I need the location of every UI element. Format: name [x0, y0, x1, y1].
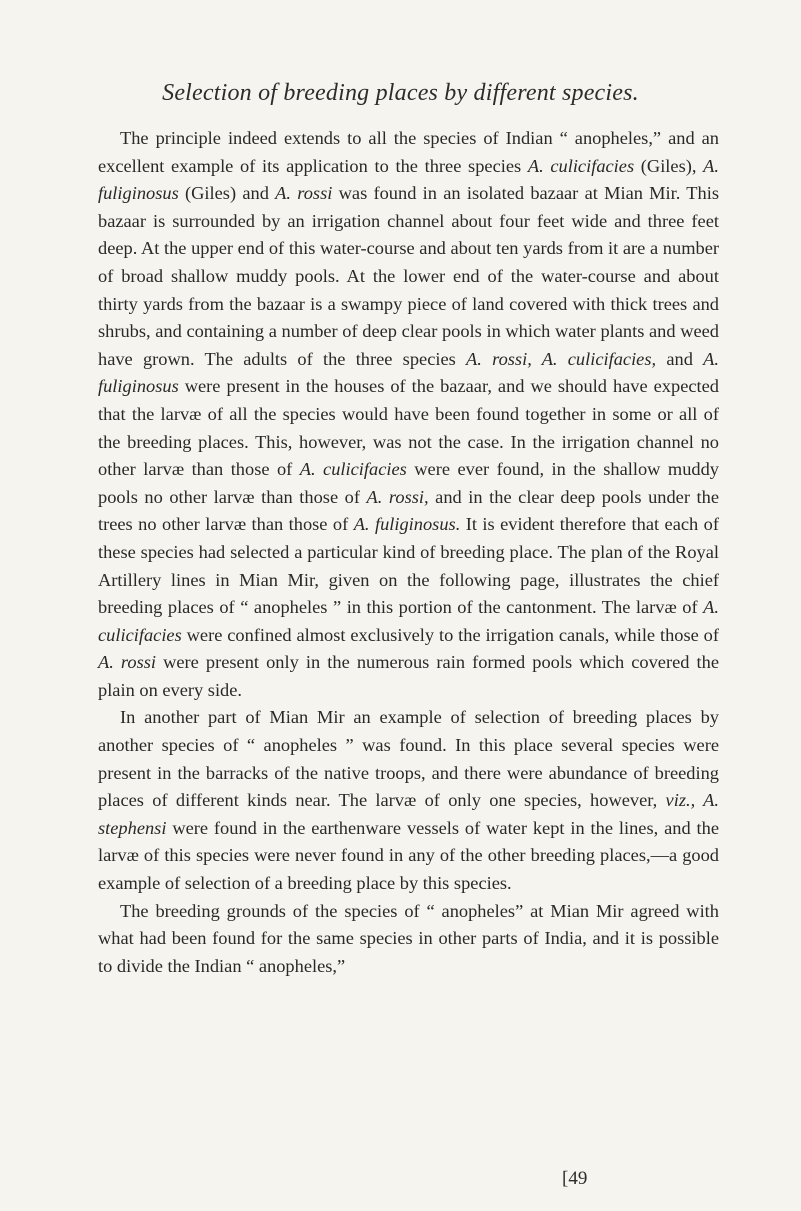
italic-species-name: A. rossi [98, 652, 157, 673]
italic-species-name: A. culicifacies [98, 597, 719, 645]
italic-species-name: A. rossi, [366, 486, 429, 507]
text-run: were ever found, in the shallow muddy pools no other larvæ than those of [98, 459, 719, 507]
text-run: The principle indeed extends to all the species of Indian “ anopheles,” and an excellent example of its application to the three species [98, 128, 719, 176]
paragraph [98, 898, 719, 981]
text-run: were present only in the numerous rain formed pools which covered the plain on every side. [98, 652, 719, 700]
italic-species-name: A. fuliginosus. [353, 514, 461, 535]
italic-species-name: A. rossi, A. culicifacies, [466, 348, 657, 369]
italic-species-name: A. culicifacies [527, 155, 635, 176]
text-run: (Giles), [634, 155, 704, 176]
italic-species-name: A. fuliginosus [98, 348, 719, 397]
text-run: were found in the earthenware vessels of water kept in the lines, and the larvæ of this species were never found in any of the other breeding places,—a good example of selection of a breeding place by this species. [98, 817, 719, 894]
text-run: It is evident therefore that each of these species had selected a particular kind of breeding place. The plan of the Royal Artillery lines in Mian Mir, given on the following page, illustrates the chief breeding places of “ anopheles ” in this portion of the cantonment. The larvæ of [98, 514, 719, 618]
italic-species-name: A. fuliginosus [98, 155, 719, 204]
page-heading: Selection of breeding places by different species. [162, 80, 639, 106]
text-run: and in the clear deep pools under the trees no other larvæ than those of [98, 486, 719, 535]
text-run: were present in the houses of the bazaar, and we should have expected that the larvæ of all the species would have been found together in some or all of the breeding places. This, however, was not the case. In the irrigation channel no other larvæ than those of [98, 376, 719, 480]
italic-species-name: viz., A. stephensi [98, 790, 719, 838]
paragraph [98, 125, 719, 704]
italic-species-name: A. culicifacies [299, 459, 407, 480]
italic-species-name: A. rossi [275, 183, 333, 204]
text-run: were confined almost exclusively to the irrigation canals, while those of [181, 624, 719, 645]
body-text [98, 125, 719, 980]
text-run: and [656, 348, 704, 369]
page-number: [49 [562, 1168, 588, 1189]
text-run: The breeding grounds of the species of “ anopheles” at Mian Mir agreed with what had been found for the same species in other parts of India, and it is possible to divide the Indian “ anopheles,” [98, 900, 719, 976]
text-run: was found in an isolated bazaar at Mian Mir. This bazaar is surrounded by an irrigation channel about four feet wide and three feet deep. At the upper end of this water-course and about ten yards from it are a number of broad shallow muddy pools. At the lower end of the water-course and about thirty yards from the bazaar is a swampy piece of land covered with thick trees and shrubs, and containing a number of deep clear pools in which water plants and weed have grown. The adults of the three species [98, 183, 719, 369]
text-run: In another part of Mian Mir an example of selection of breeding places by another species of “ anopheles ” was found. In this place several species were present in the barracks of the native troops, and there were abundance of breeding places of different kinds near. The larvæ of only one species, however, [98, 707, 719, 811]
paragraph [98, 704, 719, 897]
text-run: (Giles) and [178, 183, 276, 204]
